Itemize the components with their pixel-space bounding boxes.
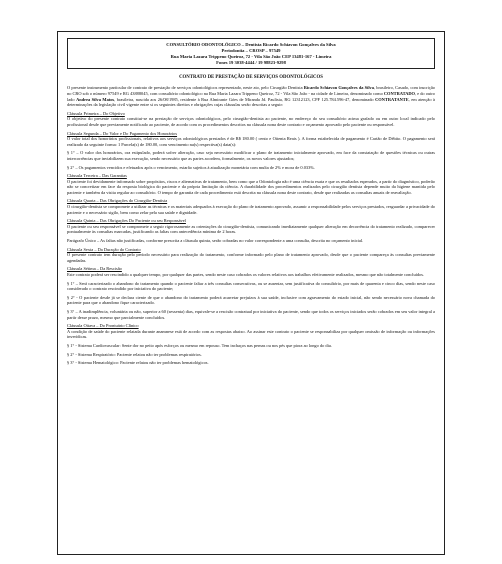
clause-8 <box>67 323 435 366</box>
clause-3 <box>67 173 435 195</box>
intro-text-4: , brasileira, nascida aos 26/08/1985, residente à Rua Almirante Góes de Miranda Jd. Paulista, RG 12312123, CPF 125.784.596-47, denominado <box>114 96 376 102</box>
clinic-phones: Fones 19 3038-4444 / 19 98823-9298 <box>216 60 286 66</box>
clause-paragraph: § 1° - Sistema Cardiovascular: Sente dor no peito após esforços ou mesmo em repouso. Tem inchaços nas pernas ou nos pés que piora ao longo do dia. <box>67 342 332 348</box>
contratante-label: CONTRATANTE <box>375 96 409 102</box>
clause-paragraph: § 3° – A inadimplência, voluntária ou não, superior a 60 (sessenta) dias, equivale-se a rescisão contratual por iniciativa do paciente, sendo que todos os serviços iniciados serão cobrados em seu valor integral a partir desse prazo, mesmo que parcialmente concluídos. <box>67 308 435 320</box>
clause-title: Cláusula Segunda – Do Valor e Do Pagamento dos Honorários <box>67 130 178 136</box>
clinic-name: CONSULTÓRIO ODONTOLÓGICO – Dentista Ricardo Schiavon Gonçalves da Silva <box>166 42 336 47</box>
clause-title: Cláusula Sétima – Da Rescisão <box>67 266 122 272</box>
clause-paragraph: § 2° – Os pagamentos vencidos e efetuados após o vencimento, estarão sujeitos à atualização monetária com multa de 2% e mora de 0.033%. <box>67 164 316 170</box>
clause-7 <box>67 266 435 320</box>
clause-title: Cláusula Primeira – Do Objetivo <box>67 110 125 116</box>
intro-paragraph <box>67 85 435 107</box>
clinic-address: Rua Maria Lazara Trippeno Queiroz, 72 - Vila São João CEP 13481-167 - Limeira <box>170 54 332 60</box>
clause-paragraph: Este contrato poderá ser rescindido a qualquer tempo, por qualquer das partes, sendo neste caso cobrados os valores relativos aos trabalhos efetivamente realizados, mesmo que não totalmente concluídos. <box>67 272 425 277</box>
clause-1 <box>67 111 435 128</box>
clause-paragraph: § 2° - O paciente desde já se declara ciente de que o abandono do tratamento poderá acarretar prejuízos à sua saúde, inclusive com agravamento do estado inicial, não sendo necessário nova chamada do paciente para que o abandono fique caracterizado. <box>67 294 435 306</box>
clause-5 <box>67 218 435 243</box>
clause-title: Cláusula Terceira – Das Garantias <box>67 173 127 179</box>
clause-paragraph: § 2° - Sistema Respiratório: Paciente relatou não ter problemas respiratórios. <box>67 351 202 357</box>
intro-text-3: , e do outro lado <box>67 90 436 102</box>
contract-page <box>57 31 445 555</box>
clause-paragraph: O paciente ou seu responsável se compromete a seguir rigorosamente as orientações do cirurgião-dentista, comunicando imediatamente qualquer alteração em decorrência do tratamento realizado, comparecer pontualmente às consultas marcadas, justificando as faltas com antecedência mínima de 2 horas. <box>67 223 435 235</box>
clause-4 <box>67 198 435 215</box>
intro-text-2: , brasileiro, Casado, com inscrição no CRO sob o número 97549 e RG 43888045, com consultório odontológico na Rua Maria Lazara Trippeno Queiroz, 72 - Vila São João - na cidade de Limeira, denominado como <box>67 85 435 96</box>
clause-title: Cláusula Sexta – Da Duração do Contrato <box>67 246 141 252</box>
clause-paragraph: A condição de saúde do paciente relatada durante anamnese está de acordo com as respostas abaixo. Ao assinar este contrato o paciente se responsabiliza por qualquer omissão de informação ou informações inverídicas. <box>67 328 435 340</box>
clause-paragraph: O valor total dos honorários profissionais, relativos aos serviços odontológicos prestados é de R$ 180.00 ( cento e Oitenta Reais ). A forma estabelecida de pagamento é Cartão de Débito. O pagamento será realizado da seguinte forma: 1 Parcela(s) de 180.00, com vencimento na(s) respectiva(s) data(s): <box>67 136 435 147</box>
clause-paragraph: § 3° - Sistema Hematológico: Paciente relatou não ter problemas hematológicos. <box>67 360 209 366</box>
dentist-name: Ricardo Schiavon Gonçalves da Silva <box>303 85 374 91</box>
contratado-label: CONTRATADO <box>383 90 415 96</box>
clause-6 <box>67 247 435 264</box>
clause-paragraph: O objetivo do presente contrato constitui-se na prestação de serviços odontológicos, pelo cirurgião-dentista ao paciente, no endereço do seu consultório acima grafado ou em outro local indicado pelo profissional desde que previamente notificado ao paciente, de acordo com os procedimentos descritos na cláusula nona deste contrato e orçamento aprovado pelo paciente ou responsável. <box>67 116 435 127</box>
clause-paragraph: O cirurgião-dentista se compromete a utilizar as técnicas e os materiais adequados à execução do plano de tratamento aprovado, assumir a responsabilidade pelos serviços prestados, resguardar a privacidade do paciente e o necessário sigilo, bem como zelar pela sua saúde e dignidade. <box>67 204 435 215</box>
intro-text-1: O presente instrumento particular de contrato de prestação de serviços odontológicos representado, neste ato, pelo Cirurgião Dentista <box>67 85 304 91</box>
clause-title: Cláusula Oitava – Do Prontuário Clínico <box>67 323 139 329</box>
clause-paragraph: O presente contrato tem duração pelo período necessário para realização do tratamento, conforme informado pelo plano de tratamento aprovado, desde que o paciente compareça às consultas previamente agendadas. <box>67 252 435 263</box>
letterhead-box <box>67 38 435 69</box>
clause-paragraph: § 1° – O valor dos honorários, ora estipulado, poderá sofrer alteração, caso seja necessário modificar o plano de tratamento inicialmente aprovado, em face da constatação de questões técnicas ou outras intercorrências que inviabilizem sua execução, sendo necessário que as partes acordem, formalmente, os novos valores ajustados; <box>67 150 435 161</box>
clause-paragraph: Parágrafo Único – As faltas não justificadas, conforme prescrita a cláusula quinta, serão cobradas no valor correspondente a uma consulta, descrita no orçamento inicial. <box>67 238 364 244</box>
patient-name: Andrea Silva Matos <box>76 96 115 102</box>
intro-text-5: , em atenção à determinações da legislação civil vigente entre si os seguintes direitos e obrigações cujas cláusulas serão descritas a seguir: <box>67 96 436 108</box>
document-title: CONTRATO DE PRESTAÇÃO DE SERVIÇOS ODONTOLÓGICOS <box>179 75 323 81</box>
clause-title: Cláusula Quinta – Das Obrigações Do Paciente ou seu Responsável <box>67 218 186 224</box>
clause-2 <box>67 131 435 171</box>
clause-paragraph: § 1° – Será caracterizado o abandono do tratamento quando o paciente faltar a três consultas consecutivas, ou se ausentar, sem justificativa do consultório, por mais de quarenta e cinco dias, sendo neste caso considerado o contrato rescindido por iniciativa do paciente; <box>67 280 435 292</box>
clinic-specialty: Periodontia – CROSP – 97549 <box>221 48 281 54</box>
clause-paragraph: O paciente foi devidamente informado sobre propósitos, riscos e alternativas de tratamento, bem como que a Odontologia não é uma ciência exata e que os resultados esperados, a partir do diagnóstico, poderão não se concretizar em face da resposta biológica do paciente e da própria limitação da ciência. A durabilidade dos procedimentos realizados pelo cirurgião dentista depende muito da higiene mantida pelo paciente e também da visita regular ao consultório. O tempo de garantia de cada procedimento está descrita na cláusula nona deste contrato, desde que realizadas as consultas anuais de reavaliação. <box>67 178 435 195</box>
clause-title: Cláusula Quarta – Das Obrigações do Cirurgião-Dentista <box>67 198 168 204</box>
